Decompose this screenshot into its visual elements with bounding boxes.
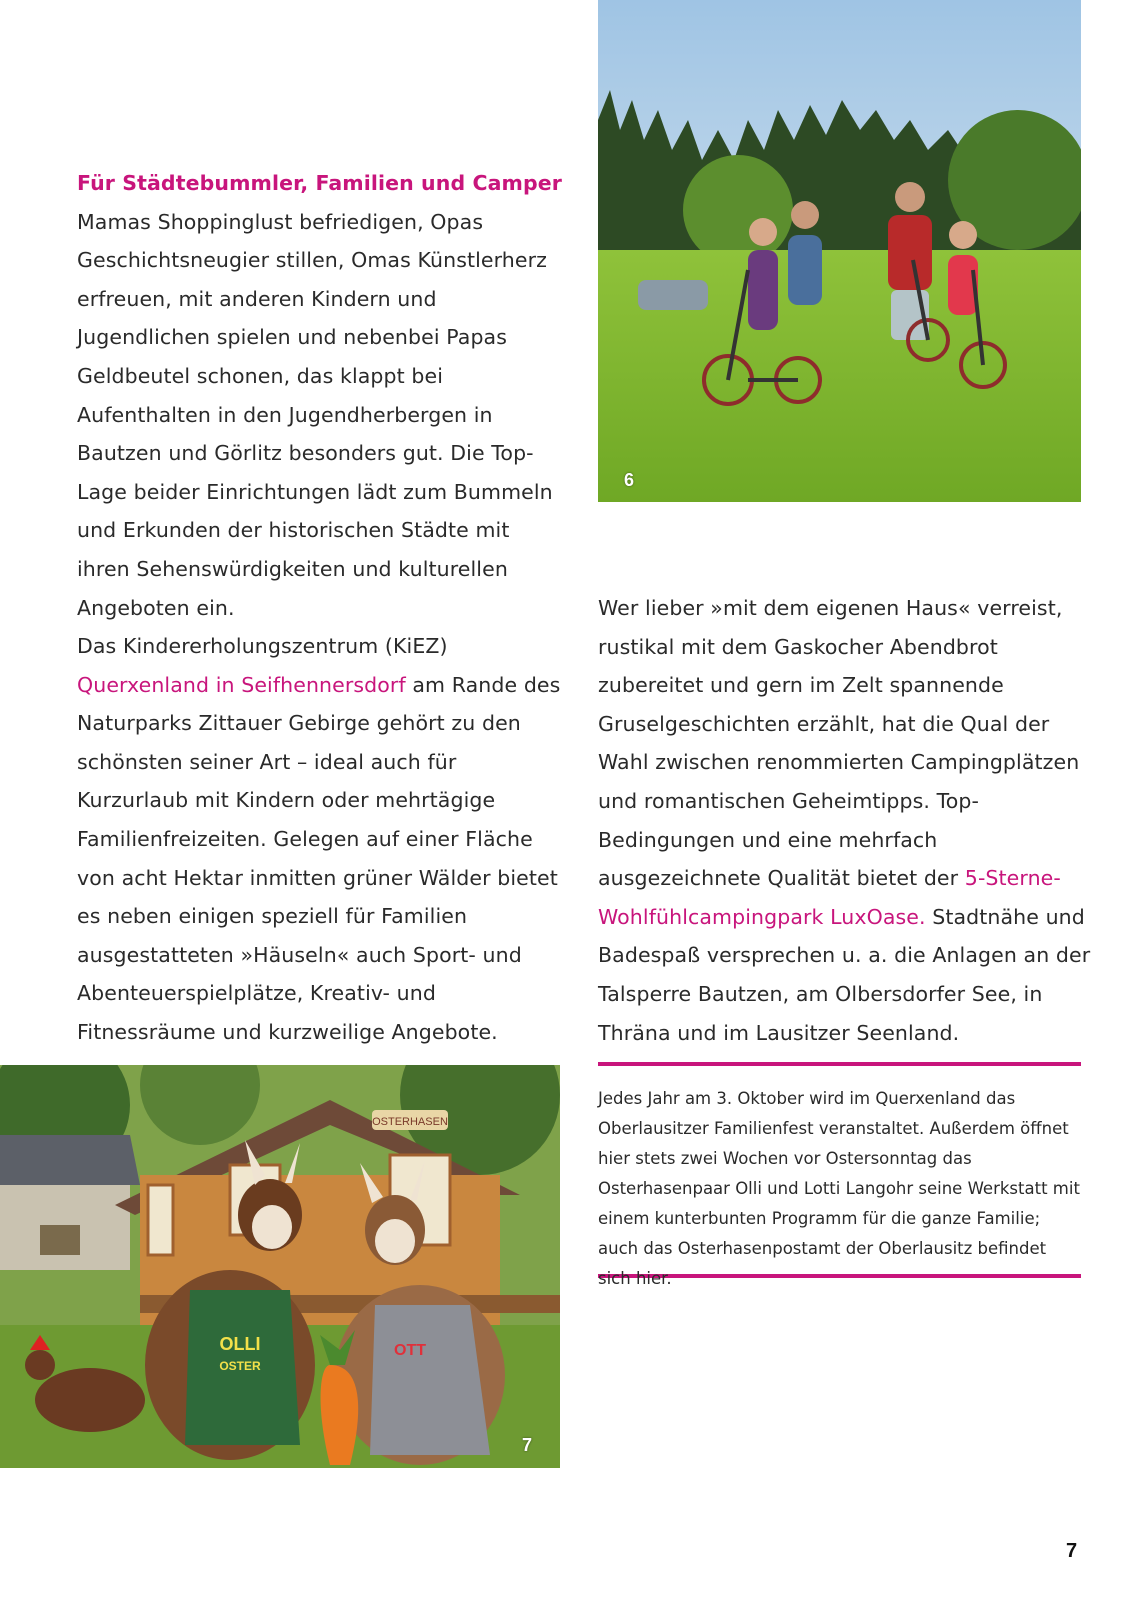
info-box-text: Jedes Jahr am 3. Oktober wird im Querxenland das Oberlausitzer Familienfest veranstaltet. Außerdem öffnet hier stets zwei Wochen vor Ostersonntag das Osterhasenpaar Olli und Lotti Langohr seine Werkstatt mit einem kunterbunten Programm für die ganze Familie; auch das Osterhasenpostamt der Oberlausitz befindet sich hier. [598,1089,1080,1288]
family-scooter-photo [598,0,1081,502]
info-box [598,1062,1081,1288]
house-sign: OSTERHASEN [372,1116,448,1128]
kiez-text-start: Das Kindererholungszentrum (KiEZ) [77,634,448,658]
family-scooter-illustration [598,0,1081,502]
kiez-text-end: am Rande des Naturparks Zittauer Gebirge gehört zu den schönsten seiner Art – ideal auch für Kurzurlaub mit Kindern oder mehrtägige Familienfreizeiten. Gelegen auf einer Fläche von acht Hektar inmitten grüner Wälder bietet es neben einigen speziell für Familien ausgestatteten »Häuseln« auch Sport- und Abenteuerspielplätze, Kreativ- und Fitnessräume und kurzweilige Angebote. [77,672,561,1044]
photo-number-6: 6 [624,470,635,490]
easter-bunnies-illustration [0,1065,560,1468]
page-number: 7 [1066,1540,1078,1562]
camping-paragraph [598,589,1093,1052]
kiez-paragraph [77,627,567,1052]
querxenland-link[interactable]: Querxenland in Seifhennersdorf [77,672,406,697]
camping-text-end: Stadtnähe und Badespaß versprechen u. a. die Anlagen an der Talsperre Bautzen, am Olbersdorfer See, in Thräna und im Lausitzer Seenland. [598,904,1091,1045]
apron-left-label: OLLI [219,1334,261,1354]
easter-bunnies-photo [0,1065,560,1468]
apron-right-label: OTT [394,1342,426,1359]
section-heading: Für Städtebummler, Familien und Camper [77,171,562,195]
camping-text-start: Wer lieber »mit dem eigenen Haus« verreist, rustikal mit dem Gaskocher Abendbrot zubereitet und gern im Zelt spannende Gruselgeschichten erzählt, hat die Qual der Wahl zwischen renommierten Campingplätzen und romantischen Geheimtipps. Top-Bedingungen und eine mehrfach ausgezeichnete Qualität bietet der [598,596,1080,891]
apron-left-label-2: OSTER [219,1359,261,1373]
intro-paragraph: Mamas Shoppinglust befriedigen, Opas Geschichtsneugier stillen, Omas Künstlerherz erfreuen, mit anderen Kindern und Jugendlichen spielen und nebenbei Papas Geldbeutel schonen, das klappt bei Aufenthalten in den Jugendherbergen in Bautzen und Görlitz besonders gut. Die Top-Lage beider Einrichtungen lädt zum Bummeln und Erkunden der historischen Städte mit ihren Sehenswürdigkeiten und kulturellen Angeboten ein. [77,209,553,620]
intro-section [77,164,567,627]
luxoase-link[interactable]: 5-Sterne-Wohlfühlcampingpark LuxOase. [598,866,1061,929]
photo-number-7: 7 [522,1435,533,1455]
